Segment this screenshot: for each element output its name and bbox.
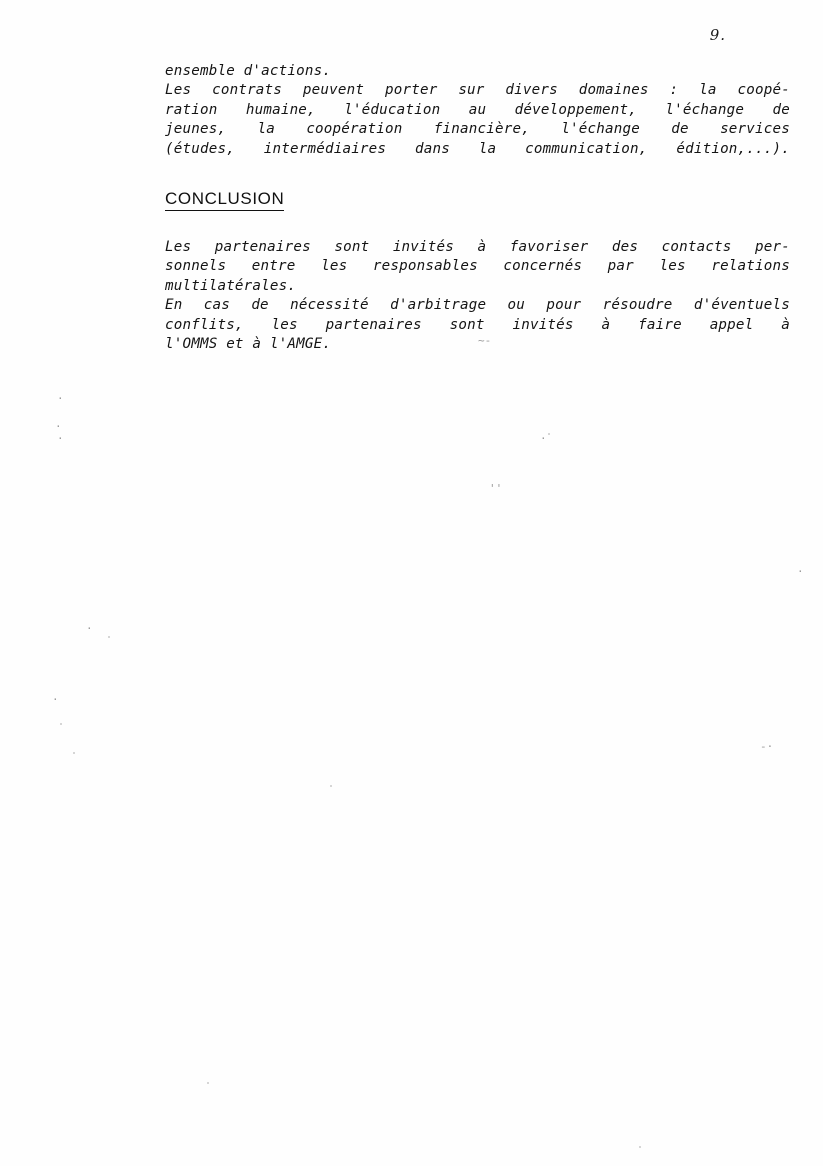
scan-speckle: [548, 433, 550, 435]
scan-speckle: [207, 1082, 209, 1084]
scan-speckle: [73, 752, 75, 754]
paragraph-conclusion: [165, 238, 790, 354]
paragraph-line: multilatérales.: [165, 277, 297, 294]
paragraph-line: (études, intermédiaires dans la communication, édition,...).: [165, 140, 790, 157]
paragraph-line: sonnels entre les responsables concernés par les relations: [165, 258, 790, 275]
page-content: [165, 62, 790, 354]
paragraph-line: l'OMMS et à l'AMGE.: [165, 336, 332, 353]
scan-speckle: [108, 636, 110, 638]
stray-mark: ·: [57, 392, 64, 405]
paragraph-line: Les partenaires sont invités à favoriser des contacts per-: [165, 239, 790, 256]
heading-wrapper: [165, 159, 790, 238]
stray-mark: ·: [55, 420, 62, 433]
scan-speckle: [639, 1146, 641, 1148]
stray-mark: ·: [86, 622, 93, 635]
stray-mark: ·: [57, 432, 64, 445]
stray-mark: ·: [797, 565, 804, 578]
stray-mark: '': [489, 482, 503, 495]
stray-mark: ~-: [478, 334, 492, 347]
paragraph-line: Les contrats peuvent porter sur divers domaines : la coopé-: [165, 82, 790, 99]
page-number: 9.: [709, 26, 726, 44]
stray-mark: -·: [760, 740, 774, 753]
section-heading-conclusion: CONCLUSION: [165, 189, 284, 211]
scan-speckle: [60, 723, 62, 725]
stray-mark: ·: [540, 432, 547, 445]
paragraph-line: En cas de nécessité d'arbitrage ou pour résoudre d'éventuels: [165, 297, 790, 314]
stray-mark: ·: [52, 693, 59, 706]
paragraph-contracts: [165, 62, 790, 159]
scan-speckle: [330, 785, 332, 787]
paragraph-line: jeunes, la coopération financière, l'échange de services: [165, 121, 790, 138]
paragraph-line: ration humaine, l'éducation au développement, l'échange de: [165, 101, 790, 118]
paragraph-line: ensemble d'actions.: [165, 63, 332, 79]
paragraph-line: conflits, les partenaires sont invités à faire appel à: [165, 316, 790, 333]
